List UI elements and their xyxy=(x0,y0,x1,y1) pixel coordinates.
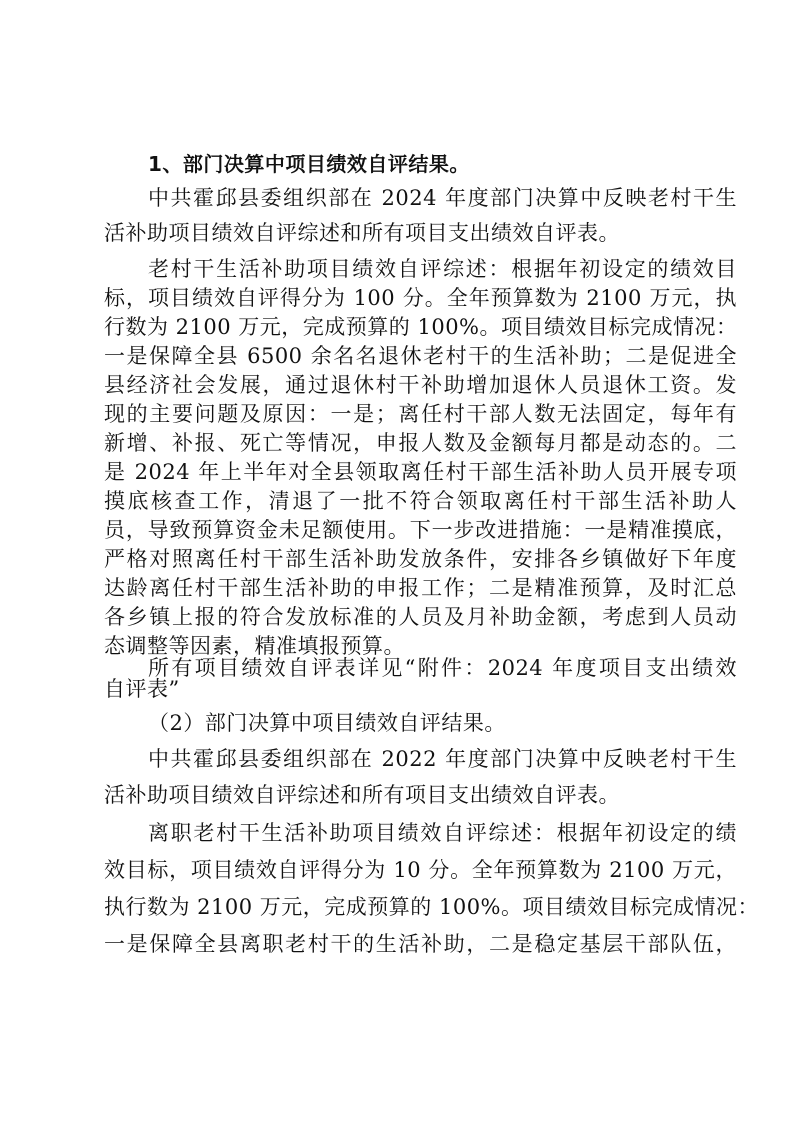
paragraph-line: 一是保障全县离职老村干的生活补助，二是稳定基层干部队伍， xyxy=(104,932,737,956)
paragraph-line: 严格对照离任村干部生活补助发放条件，安排各乡镇做好下年度 xyxy=(104,547,737,571)
paragraph-line: 县经济社会发展，通过退休村干补助增加退休人员退休工资。发 xyxy=(104,373,737,397)
paragraph-line: 标，项目绩效自评得分为 100 分。全年预算数为 2100 万元，执 xyxy=(104,286,737,310)
paragraph-line: 活补助项目绩效自评综述和所有项目支出绩效自评表。 xyxy=(104,783,620,807)
section-heading: 1、部门决算中项目绩效自评结果。 xyxy=(148,152,470,176)
paragraph-line: 活补助项目绩效自评综述和所有项目支出绩效自评表。 xyxy=(104,221,620,245)
paragraph-line: 一是保障全县 6500 余名名退休老村干的生活补助；二是促进全 xyxy=(104,344,737,368)
paragraph-line: 中共霍邱县委组织部在 2024 年度部门决算中反映老村干生 xyxy=(148,186,737,210)
paragraph-line: 行数为 2100 万元，完成预算的 100%。项目绩效目标完成情况： xyxy=(104,315,738,339)
paragraph-line: 新增、补报、死亡等情况，申报人数及金额每月都是动态的。二 xyxy=(104,431,737,455)
paragraph-line: 执行数为 2100 万元，完成预算的 100%。项目绩效目标完成情况： xyxy=(104,895,760,919)
paragraph-line: 自评表” xyxy=(104,677,180,701)
paragraph-line: 各乡镇上报的符合发放标准的人员及月补助金额，考虑到人员动 xyxy=(104,605,737,629)
paragraph-line: 现的主要问题及原因：一是；离任村干部人数无法固定，每年有 xyxy=(104,402,737,426)
paragraph-line: 达龄离任村干部生活补助的申报工作；二是精准预算，及时汇总 xyxy=(104,576,737,600)
paragraph-line: 中共霍邱县委组织部在 2022 年度部门决算中反映老村干生 xyxy=(148,747,737,771)
paragraph-line: 摸底核查工作，清退了一批不符合领取离任村干部生活补助人 xyxy=(104,489,737,513)
sub-heading: （2）部门决算中项目绩效自评结果。 xyxy=(148,711,506,735)
paragraph-line: 所有项目绩效自评表详见“附件：2024 年度项目支出绩效 xyxy=(148,656,737,680)
paragraph-line: 离职老村干生活补助项目绩效自评综述：根据年初设定的绩 xyxy=(148,821,737,845)
paragraph-line: 员，导致预算资金未足额使用。下一步改进措施：一是精准摸底， xyxy=(104,518,737,542)
paragraph-line: 是 2024 年上半年对全县领取离任村干部生活补助人员开展专项 xyxy=(104,460,737,484)
paragraph-line: 效目标，项目绩效自评得分为 10 分。全年预算数为 2100 万元， xyxy=(104,858,737,882)
paragraph-line: 态调整等因素，精准填报预算。 xyxy=(104,634,405,658)
paragraph-line: 老村干生活补助项目绩效自评综述：根据年初设定的绩效目 xyxy=(148,257,737,281)
